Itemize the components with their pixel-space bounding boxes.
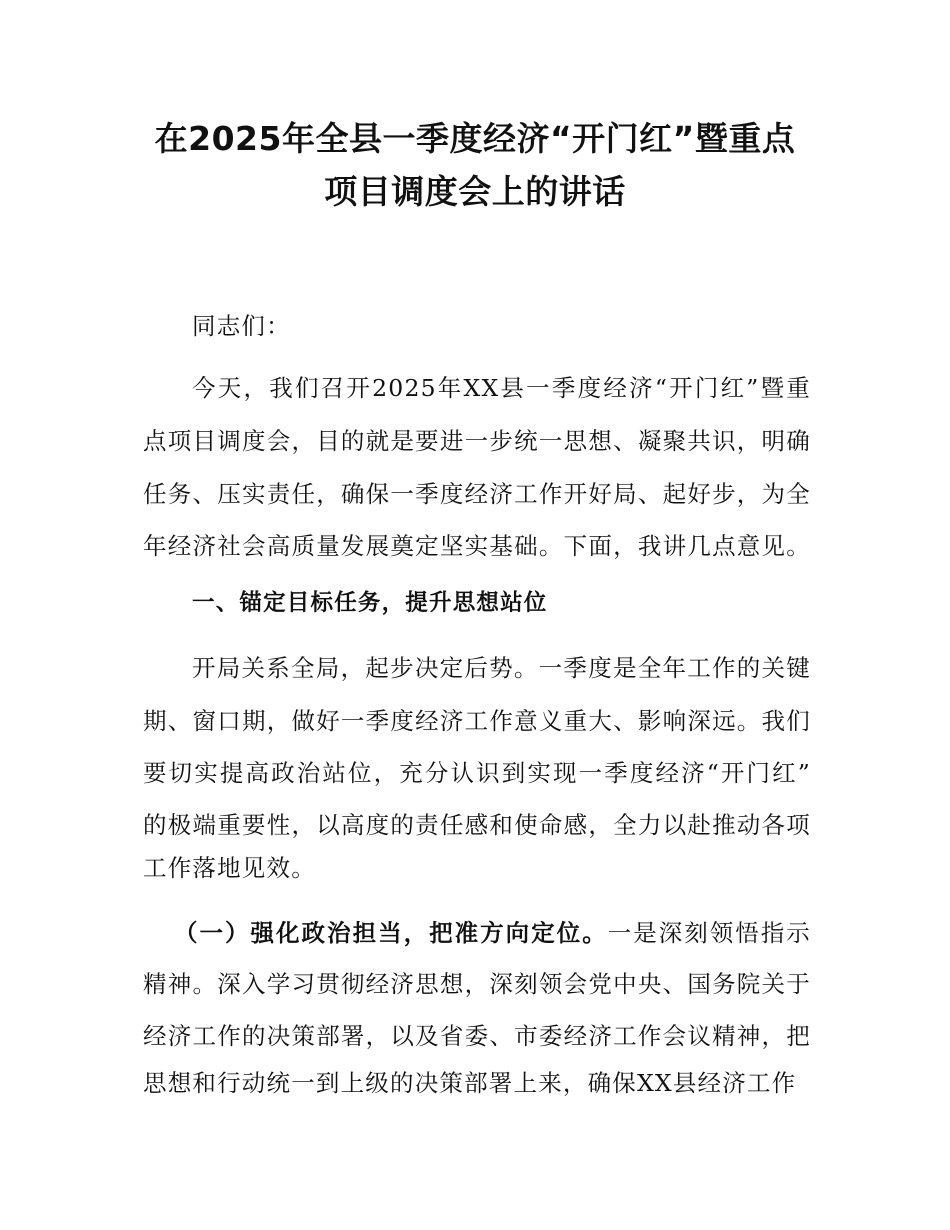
section1-line-1: 开局关系全局，起步决定后势。一季度是全年工作的关键 <box>192 654 811 682</box>
subsection1-lead-text: 一是深刻领悟指示 <box>607 919 811 947</box>
intro-line-2: 点项目调度会，目的就是要进一步统一思想、凝聚共识，明确 <box>143 427 811 455</box>
title-line-2: 项目调度会上的讲话 <box>324 172 626 211</box>
salutation: 同志们： <box>192 312 291 340</box>
section1-line-3: 要切实提高政治站位，充分认识到实现一季度经济“开门红” <box>143 759 811 787</box>
document-title <box>100 112 850 218</box>
section1-line-2: 期、窗口期，做好一季度经济工作意义重大、影响深远。我们 <box>143 707 811 735</box>
title-line-1: 在2025年全县一季度经济“开门红”暨重点 <box>154 119 796 158</box>
section-heading-1: 一、锚定目标任务，提升思想站位 <box>192 590 548 616</box>
intro-line-1: 今天，我们召开2025年XX县一季度经济“开门红”暨重 <box>192 374 811 402</box>
section1-line-5: 工作落地见效。 <box>143 854 316 882</box>
intro-line-3: 任务、压实责任，确保一季度经济工作开好局、起好步，为全 <box>143 480 811 508</box>
section1-line-4: 的极端重要性，以高度的责任感和使命感，全力以赴推动各项 <box>143 811 811 839</box>
subsection1-line-3: 经济工作的决策部署，以及省委、市委经济工作会议精神，把 <box>143 1022 811 1050</box>
subsection1-heading: （一）强化政治担当，把准方向定位。 <box>174 919 608 947</box>
subsection1-line-1 <box>174 913 811 953</box>
subsection1-line-2: 精神。深入学习贯彻经济思想，深刻领会党中央、国务院关于 <box>143 970 811 998</box>
intro-line-4: 年经济社会高质量发展奠定坚实基础。下面，我讲几点意见。 <box>143 532 811 560</box>
subsection1-line-4: 思想和行动统一到上级的决策部署上来，确保XX县经济工作 <box>143 1069 797 1097</box>
